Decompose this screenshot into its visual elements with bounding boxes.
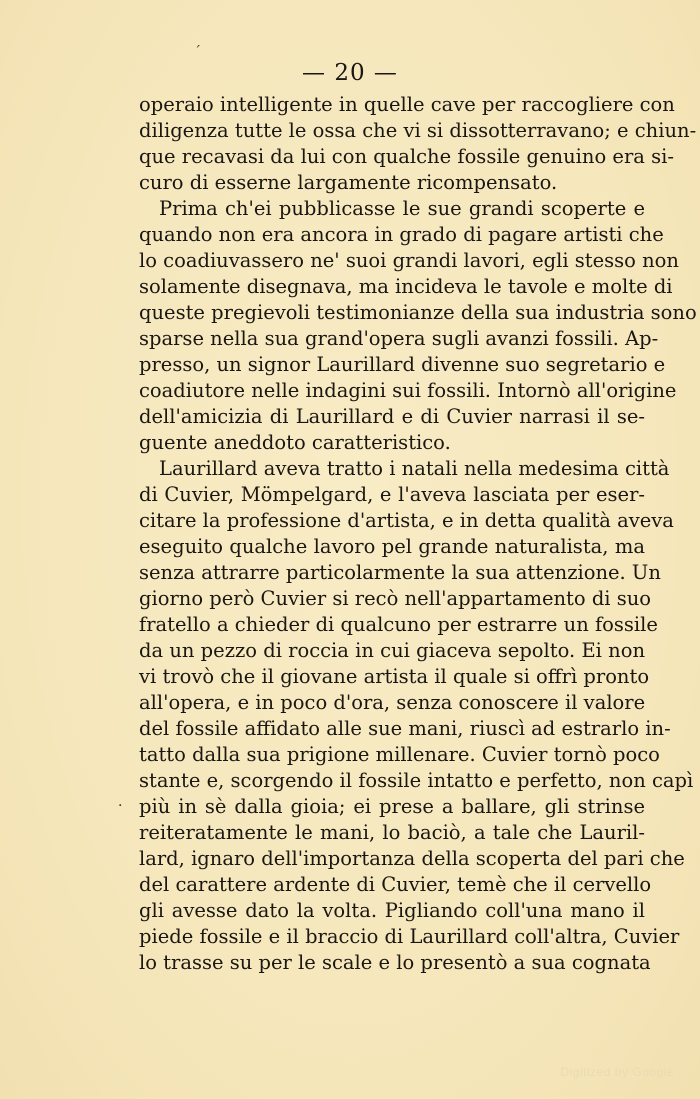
text-line: que recavasi da lui con qualche fossile genuino era si-: [139, 145, 674, 168]
text-line: diligenza tutte le ossa che vi si dissotterravano; e chiun-: [139, 119, 697, 142]
text-line: tatto dalla sua prigione millenare. Cuvier tornò poco: [139, 743, 660, 766]
text-line: vi trovò che il giovane artista il quale si offrì pronto: [139, 665, 650, 688]
text-line: reiteratamente le mani, lo baciò, a tale che Lauril-: [139, 821, 645, 844]
text-line: del carattere ardente di Cuvier, temè che il cervello: [139, 873, 652, 896]
text-line: senza attrarre particolarmente la sua attenzione. Un: [139, 561, 661, 584]
text-line: gli avesse dato la volta. Pigliando coll'una mano il: [139, 899, 645, 922]
text-line: piede fossile e il braccio di Laurillard coll'altra, Cuvier: [139, 925, 680, 948]
text-line: citare la professione d'artista, e in detta qualità aveva: [139, 509, 674, 532]
text-line: più in sè dalla gioia; ei prese a ballare, gli strinse: [139, 795, 645, 818]
text-line: queste pregievoli testimonianze della sua industria sono: [139, 301, 697, 324]
text-line: di Cuvier, Mömpelgard, e l'aveva lasciata per eser-: [139, 483, 645, 506]
text-line: lo trasse su per le scale e lo presentò a sua cognata: [139, 951, 651, 974]
text-line: presso, un signor Laurillard divenne suo segretario e: [139, 353, 666, 376]
text-line: guente aneddoto caratteristico.: [139, 431, 451, 454]
ink-speck: ´: [194, 44, 201, 60]
digitization-watermark: Digitized by Google: [560, 1065, 674, 1079]
text-line: fratello a chieder di qualcuno per estrarre un fossile: [139, 613, 658, 636]
text-line: sparse nella sua grand'opera sugli avanzi fossili. Ap-: [139, 327, 659, 350]
text-line: all'opera, e in poco d'ora, senza conoscere il valore: [139, 691, 646, 714]
body-text: [139, 92, 697, 976]
text-line: Prima ch'ei pubblicasse le sue grandi scoperte e: [159, 197, 645, 220]
text-line: quando non era ancora in grado di pagare artisti che: [139, 223, 664, 246]
text-line: del fossile affidato alle sue mani, riuscì ad estrarlo in-: [139, 717, 671, 740]
text-line: da un pezzo di roccia in cui giaceva sepolto. Ei non: [139, 639, 645, 662]
ink-speck: ·: [118, 798, 123, 814]
text-line: eseguito qualche lavoro pel grande naturalista, ma: [139, 535, 645, 558]
text-line: coadiutore nelle indagini sui fossili. Intornò all'origine: [139, 379, 677, 402]
text-line: giorno però Cuvier si recò nell'appartamento di suo: [139, 587, 652, 610]
text-line: curo di esserne largamente ricompensato.: [139, 171, 558, 194]
text-line: Laurillard aveva tratto i natali nella medesima città: [159, 457, 670, 480]
text-line: dell'amicizia di Laurillard e di Cuvier narrasi il se-: [139, 405, 645, 428]
text-line: lo coadiuvassero ne' suoi grandi lavori, egli stesso non: [139, 249, 679, 272]
text-line: lard, ignaro dell'importanza della scoperta del pari che: [139, 847, 685, 870]
text-line: solamente disegnava, ma incideva le tavole e molte di: [139, 275, 673, 298]
text-line: operaio intelligente in quelle cave per raccogliere con: [139, 93, 675, 116]
page-number: — 20 —: [302, 60, 398, 86]
text-line: stante e, scorgendo il fossile intatto e perfetto, non capì: [139, 769, 694, 792]
